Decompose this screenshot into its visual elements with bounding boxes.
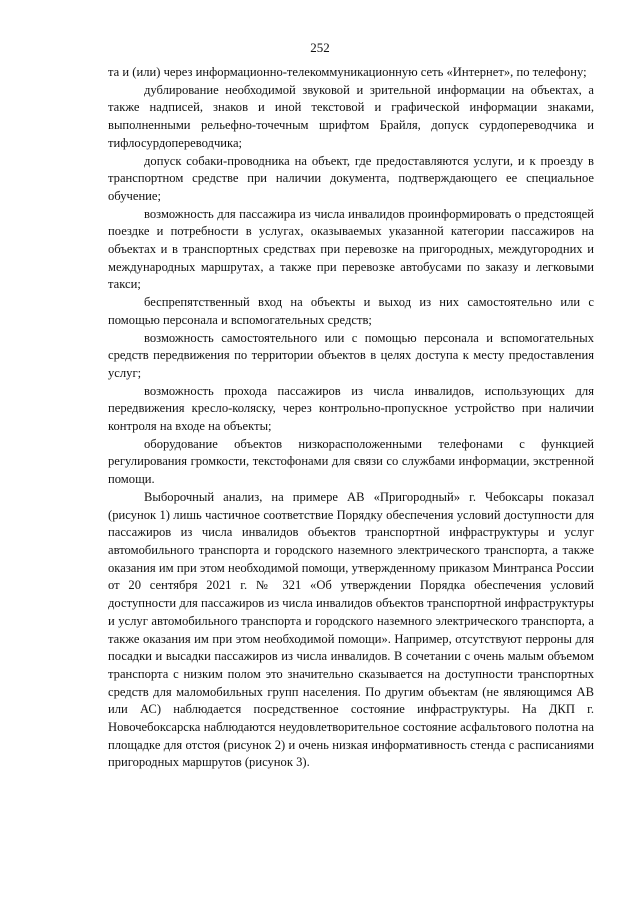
- paragraph-sound-visual-info: дублирование необходимой звуковой и зрительной информации на объектах, а также надписей, знаков и иной текстовой и графической информации знаками, выполненными рельефно-точечным шрифтом Брайля, допуск сурдопереводчика и тифлосурдопереводчика;: [108, 82, 594, 150]
- paragraph-wheelchair-passage: возможность прохода пассажиров из числа инвалидов, использующих для передвижения кресло-коляску, через контрольно-пропускное устройство при наличии контроля на входе на объекты;: [108, 383, 594, 434]
- paragraph-analysis: Выборочный анализ, на примере АВ «Пригородный» г. Чебоксары показал (рисунок 1) лишь частичное соответствие Порядку обеспечения условий доступности для пассажиров из числа инвалидов объектов транспортной инфраструктуры и услуг автомобильного транспорта и городского наземного электрического транспорта, а также оказания им при этом необходимой помощи, утвержденному приказом Минтранса России от 20 сентября 2021 г. № 321 «Об утверждении Порядка обеспечения условий доступности для пассажиров из числа инвалидов объектов транспортной инфраструктуры и услуг автомобильного транспорта и городского наземного электрического транспорта, а также оказания им при этом необходимой помощи». Например, отсутствуют перроны для посадки и высадки пассажиров из числа инвалидов. В сочетании с очень малым объемом транспорта с низким полом это значительно сказывается на доступности транспортных средств для маломобильных групп населения. По другим объектам (не являющимся АВ или АС) наблюдается посредственное состояние инфраструктуры. На ДКП г. Новочебоксарска наблюдаются неудовлетворительное состояние асфальтового полотна на площадке для отстоя (рисунок 2) и очень низкая информативность стенда с расписаниями пригородных маршрутов (рисунок 3).: [108, 489, 594, 770]
- paragraph-movement: возможность самостоятельного или с помощью персонала и вспомогательных средств передвижения по территории объектов в целях доступа к месту предоставления услуг;: [108, 330, 594, 380]
- text-body: [108, 64, 594, 772]
- paragraph-guide-dog: допуск собаки-проводника на объект, где предоставляются услуги, и к проезду в транспортном средстве при наличии документа, подтверждающего ее специальное обучение;: [108, 153, 594, 203]
- paragraph-trip-notification: возможность для пассажира из числа инвалидов проинформировать о предстоящей поездке и потребности в услугах, оказываемых указанной категории пассажиров на объектах и в транспортных средствах при перевозке на пригородных, междугородних и международных маршрутах, а также при перевозке автобусами по заказу и легковыми такси;: [108, 206, 594, 292]
- paragraph-free-entry: беспрепятственный вход на объекты и выход из них самостоятельно или с помощью персонала и вспомогательных средств;: [108, 295, 594, 327]
- page-number: 252: [310, 40, 330, 55]
- paragraph-continuation: та и (или) через информационно-телекоммуникационную сеть «Интернет», по телефону;: [108, 65, 587, 79]
- paragraph-phones: оборудование объектов низкорасположенными телефонами с функцией регулирования громкости, текстофонами для связи со службами информации, экстренной помощи.: [108, 436, 594, 487]
